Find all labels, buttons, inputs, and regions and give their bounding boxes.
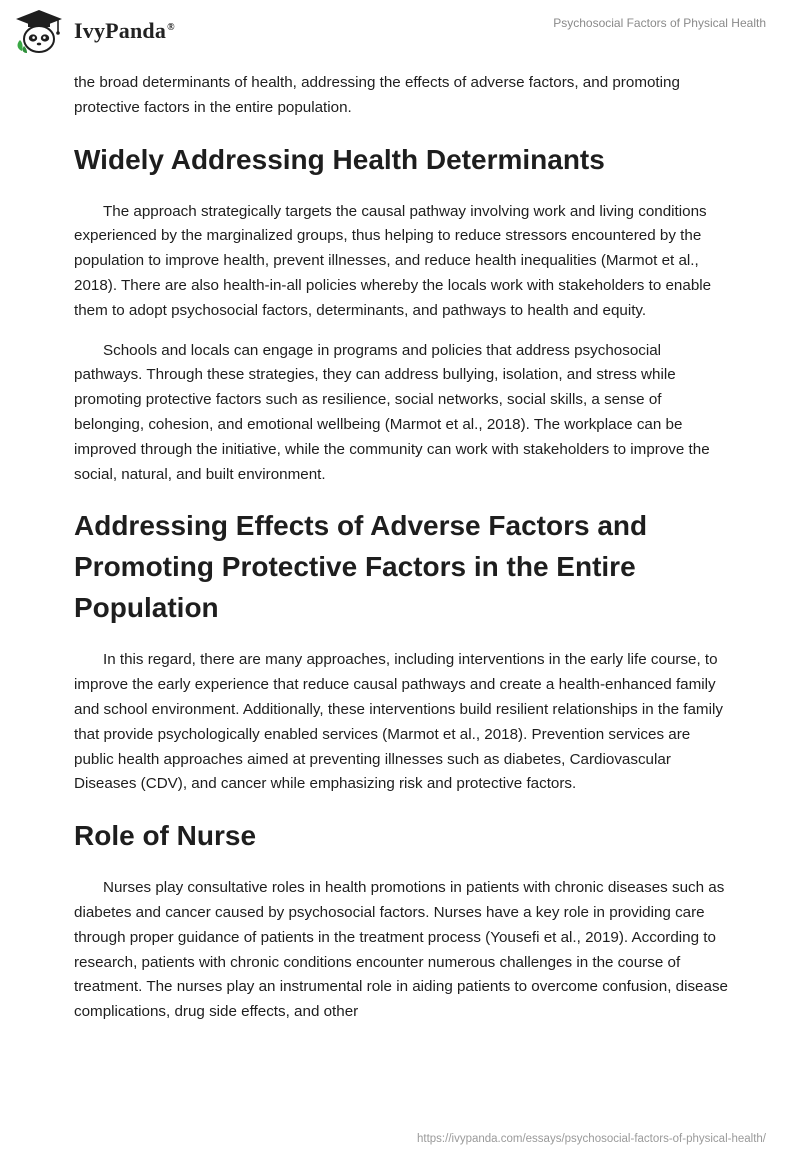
document-title: Psychosocial Factors of Physical Health [553,16,766,30]
essay-body [74,71,730,1040]
ivypanda-logo[interactable] [14,8,175,54]
body-paragraph: In this regard, there are many approaches, including interventions in the early life course, to improve the early experience that reduce causal pathways and create a health-enhanced family and school environment. Additionally, these interventions build resilient relationships in the family that provide psychologically enabled services (Marmot et al., 2018). Prevention services are public health approaches aimed at preventing illnesses such as diabetes, Cardiovascular Diseases (CDV), and cancer while emphasizing risk and protective factors. [74,651,723,793]
section-heading: Widely Addressing Health Determinants [74,143,605,175]
intro-paragraph: the broad determinants of health, addressing the effects of adverse factors, and promoting protective factors in the entire population. [74,74,680,116]
source-url-link[interactable]: https://ivypanda.com/essays/psychosocial-factors-of-physical-health/ [417,1133,766,1145]
body-paragraph: Schools and locals can engage in programs and policies that address psychosocial pathways. Through these strategies, they can address bullying, isolation, and stress while promoting protective factors such as resilience, social networks, social skills, a sense of belonging, cohesion, and emotional wellbeing (Marmot et al., 2018). The workplace can be improved through the initiative, while the community can work with stakeholders to improve the social, natural, and built environment. [74,341,710,483]
section-heading: Role of Nurse [74,820,257,852]
body-paragraph: Nurses play consultative roles in health promotions in patients with chronic diseases such as diabetes and cancer caused by psychosocial factors. Nurses have a key role in providing care through proper guidance of patients in the treatment process (Yousefi et al., 2019). According to research, patients with chronic conditions encounter numerous challenges in the course of treatment. The nurses play an instrumental role in aiding patients to overcome confusion, disease complications, drug side effects, and other [74,879,728,1021]
registered-mark: ® [167,21,175,33]
logo-wordmark: IvyPanda® [74,18,175,43]
section-heading: Addressing Effects of Adverse Factors and Promoting Protective Factors in the Entire Population [74,510,648,624]
panda-logo-icon [14,8,64,54]
page-header [0,0,800,62]
body-paragraph: The approach strategically targets the causal pathway involving work and living conditions experienced by the marginalized groups, thus helping to reduce stressors encountered by the population to improve health, prevent illnesses, and reduce health inequalities (Marmot et al., 2018). There are also health-in-all policies whereby the locals work with stakeholders to enable them to adopt psychosocial factors, determinants, and pathways to health and equity. [74,202,712,319]
